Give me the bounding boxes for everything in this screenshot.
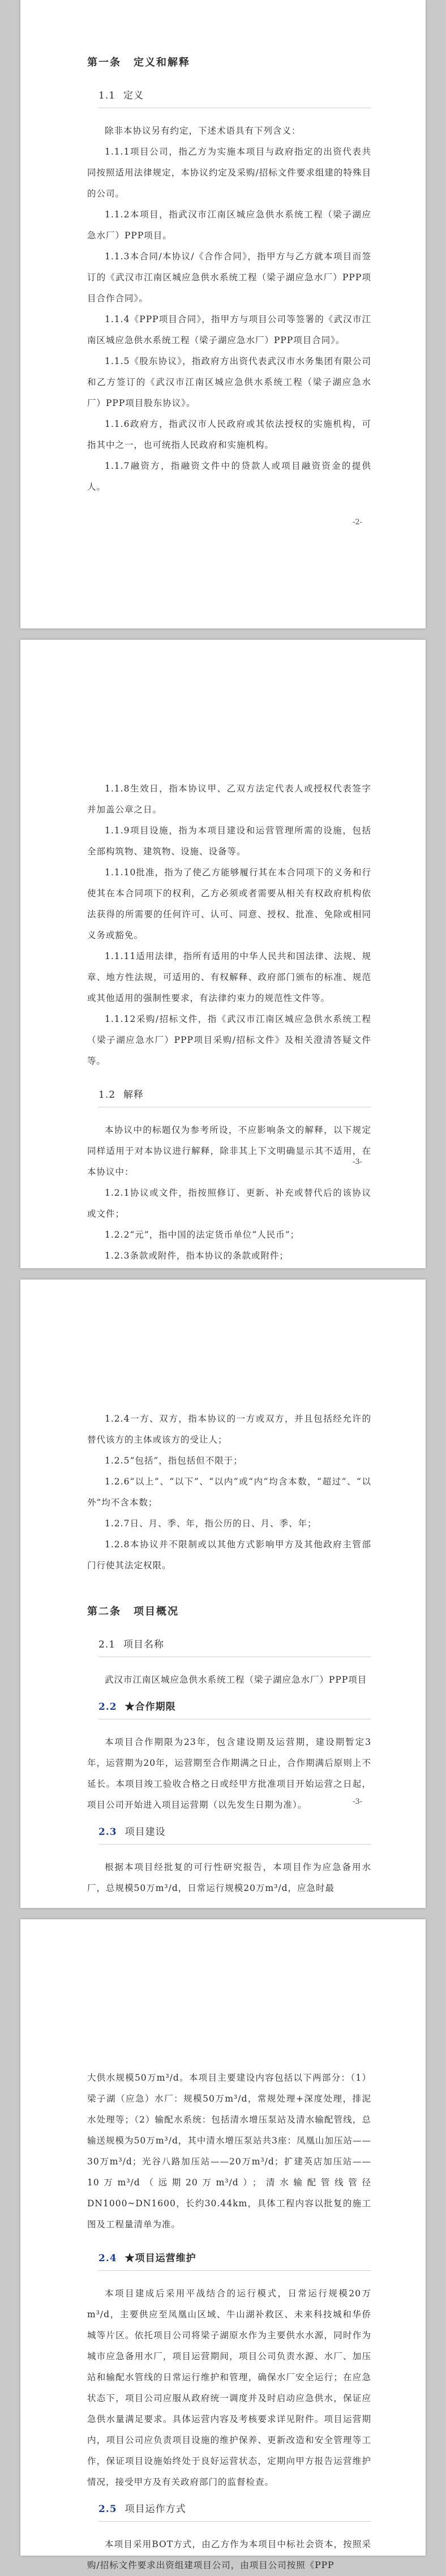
section-2-5-heading <box>98 2501 371 2522</box>
paragraph: 1.1.1项目公司，指乙方为实施本项目与政府指定的出资代表共同按照适用法律规定，本协议约定及采购/招标文件要求组建的特殊目的公司。 <box>87 147 371 199</box>
section-number: 1.1 <box>98 90 116 101</box>
section-2-2-heading <box>98 1698 371 1719</box>
paragraph: 1.1.2本项目，指武汉市江南区城应急供水系统工程（梁子湖应急水厂）PPP项目。 <box>87 209 371 241</box>
section-title: ★项目运营维护 <box>125 2253 196 2264</box>
paragraph: 1.1.10批准，指为了使乙方能够履行其在本合同项下的义务和行使其在本合同项下的权利，乙方必须或者需要从相关有权政府机构依法获得的所需要的任何许可、认可、同意、授权、批准、免除或相同义务或豁免。 <box>87 867 371 940</box>
article-2-heading <box>87 1603 371 1620</box>
section-number: 2.2 <box>98 1701 117 1713</box>
paragraph: 本项目采用BOT方式，由乙方作为本项目中标社会资本，按照采购/招标文件要求出资组建项目公司，由项目公司按照《PPP <box>87 2539 371 2570</box>
paragraph: 除非本协议另有约定，下述术语具有下列含义： <box>105 126 301 136</box>
section-2-3-heading <box>98 1824 371 1845</box>
paragraph: 1.1.7融资方，指融资文件中的贷款人或项目融资资金的提供人。 <box>87 461 371 492</box>
paragraph: 根据本项目经批复的可行性研究报告，本项目作为应急备用水厂，总规模50万m³/d，日常运行规模20万m³/d，应急时最 <box>87 1862 371 1893</box>
article-1-heading <box>87 54 371 71</box>
section-title: 项目名称 <box>123 1639 165 1650</box>
article-title: 定义和解释 <box>134 57 190 69</box>
page-number: -3- <box>352 1798 362 1806</box>
section-2-4-heading <box>98 2250 371 2271</box>
paragraph: 1.2.6“以上”、“以下”、“以内”或“内”均含本数，“超过”、“以外”均不含本数； <box>87 1477 371 1508</box>
section-1-1-heading <box>98 87 371 108</box>
section-number: 2.5 <box>98 2504 117 2515</box>
section-title: 解释 <box>123 1089 144 1101</box>
article-number: 第一条 <box>87 57 121 69</box>
page-number: -3- <box>352 1158 362 1166</box>
section-number: 2.3 <box>98 1826 117 1838</box>
paragraph: 1.1.11适用法律，指所有适用的中华人民共和国法律、法规、规章、地方性法规，可适用的、有权解释、政府部门颁布的标准、规范或其他适用的强制性要求，有法律约束力的规范性文件等。 <box>87 951 371 1003</box>
article-title: 项目概况 <box>134 1606 179 1618</box>
paragraph: 1.1.3本合同/本协议/《合作合同》，指甲方与乙方就本项目而签订的《武汉市江南区城应急供水系统工程（梁子湖应急水厂）PPP项目合作合同》。 <box>87 251 371 303</box>
paragraph: 1.1.4《PPP项目合同》，指甲方与项目公司等签署的《武汉市江南区城应急供水系统工程（梁子湖应急水厂）PPP项目合同》。 <box>87 314 371 345</box>
section-title: 项目运作方式 <box>125 2504 186 2515</box>
document-page-4 <box>20 1919 426 2570</box>
section-title: 定义 <box>123 90 144 101</box>
section-number: 2.4 <box>98 2253 117 2264</box>
section-number: 1.2 <box>98 1089 116 1101</box>
paragraph: 1.1.8生效日，指本协议甲、乙双方法定代表人或授权代表签字并加盖公章之日。 <box>87 784 371 815</box>
paragraph: 1.2.8本协议并不限制或以其他方式影响甲方及其他政府主管部门行使其法定权限。 <box>87 1539 371 1571</box>
paragraph: 1.2.5“包括”，指包括但不限于； <box>105 1456 243 1466</box>
document-page-1 <box>20 0 426 628</box>
paragraph: 1.1.6政府方，指武汉市人民政府或其依法授权的实施机构，可指其中之一，也可统指人民政府和实施机构。 <box>87 419 371 450</box>
paragraph: 1.1.9项目设施，指为本项目建设和运营管理所需的设施，包括全部构筑物、建筑物、设施、设备等。 <box>87 825 371 857</box>
paragraph: 1.2.1协议或文件，指按照修订、更新、补充或替代后的该协议或文件； <box>87 1188 371 1219</box>
paragraph: 1.1.12采购/招标文件，指《武汉市江南区城应急供水系统工程（梁子湖应急水厂）PPP项目采购/招标文件》及相关澄清答疑文件等。 <box>87 1014 371 1066</box>
section-1-2-heading <box>98 1086 371 1107</box>
article-number: 第二条 <box>87 1606 121 1618</box>
paragraph: 本项目建成后采用平战结合的运行模式，日常运行规模20万m³/d，主要供应至凤凰山区域、牛山湖补救区、未来科技城和华侨城等片区。依托项目公司将梁子湖原水作为主要供水水源，同时作为城市应急备用水厂，项目运营期间，项目公司负责水源、水厂、加压站和输配水管线的日常运行维护和管理，确保水厂安全运行；在应急状态下，项目公司应服从政府统一调度并及时启动应急供水，保证应急供水量满足要求。具体运营内容及考核要求详见附件。项目运营期内，项目公司应负责项目设施的维护保养、更新改造和安全管理等工作，保证项目设施始终处于良好运营状态，定期向甲方报告运营维护情况，接受甲方及有关政府部门的监督检查。 <box>87 2288 371 2487</box>
paragraph: 武汉市江南区城应急供水系统工程（梁子湖应急水厂）PPP项目 <box>105 1675 367 1685</box>
section-number: 2.1 <box>98 1639 116 1650</box>
paragraph: 1.2.2“元”，指中国的法定货币单位“人民币”； <box>105 1230 300 1240</box>
paragraph: 1.2.4一方、双方，指本协议的一方或双方，并且包括经允许的替代该方的主体或该方的受让人； <box>87 1414 371 1445</box>
paragraph: 1.2.3条款或附件，指本协议的条款或附件； <box>105 1251 289 1261</box>
page-number: -2- <box>352 518 362 527</box>
section-2-1-heading <box>98 1636 371 1657</box>
paragraph: 1.1.5《股东协议》，指政府方出资代表武汉市水务集团有限公司和乙方签订的《武汉市江南区城应急供水系统工程（梁子湖应急水厂）PPP项目股东协议》。 <box>87 356 371 408</box>
section-title: ★合作期限 <box>125 1701 176 1713</box>
paragraph: 本协议中的标题仅为参考所设，不应影响条文的解释，以下规定同样适用于对本协议进行解释，除非其上下文明确显示其不适用，在本协议中： <box>87 1125 371 1177</box>
paragraph: 大供水规模50万m³/d。本项目主要建设内容包括以下两部分：（1）梁子湖（应急）水厂：规模50万m³/d，常规处理+深度处理，排泥水处理等；（2）输配水系统：包括清水增压泵站及清水输配管线，总输送规模为50万m³/d，其中清水增压泵站共3座：凤凰山加压站——30万m³/d；光谷八路加压站——20万m³/d；扩建英店加压站——10万m³/d（远期20万m³/d）；清水输配管线管径DN1000~DN1600，长约30.44km，具体工程内容以批复的施工图及工程量清单为准。 <box>87 2073 371 2230</box>
document-page-2 <box>20 640 426 1268</box>
paragraph: 1.2.7日、月、季、年，指公历的日、月、季、年； <box>105 1518 317 1529</box>
document-page-3 <box>20 1280 426 1908</box>
section-title: 项目建设 <box>125 1826 166 1838</box>
paragraph: 本项目合作期限为23年，包含建设期及运营期，建设期暂定3年，运营期为20年，运营期至合作期满之日止，合作期满后原则上不延长。本项目竣工验收合格之日或经甲方批准项目开始运营之日起，项目公司开始进入项目运营期（以先发生日期为准）。 <box>87 1737 371 1810</box>
